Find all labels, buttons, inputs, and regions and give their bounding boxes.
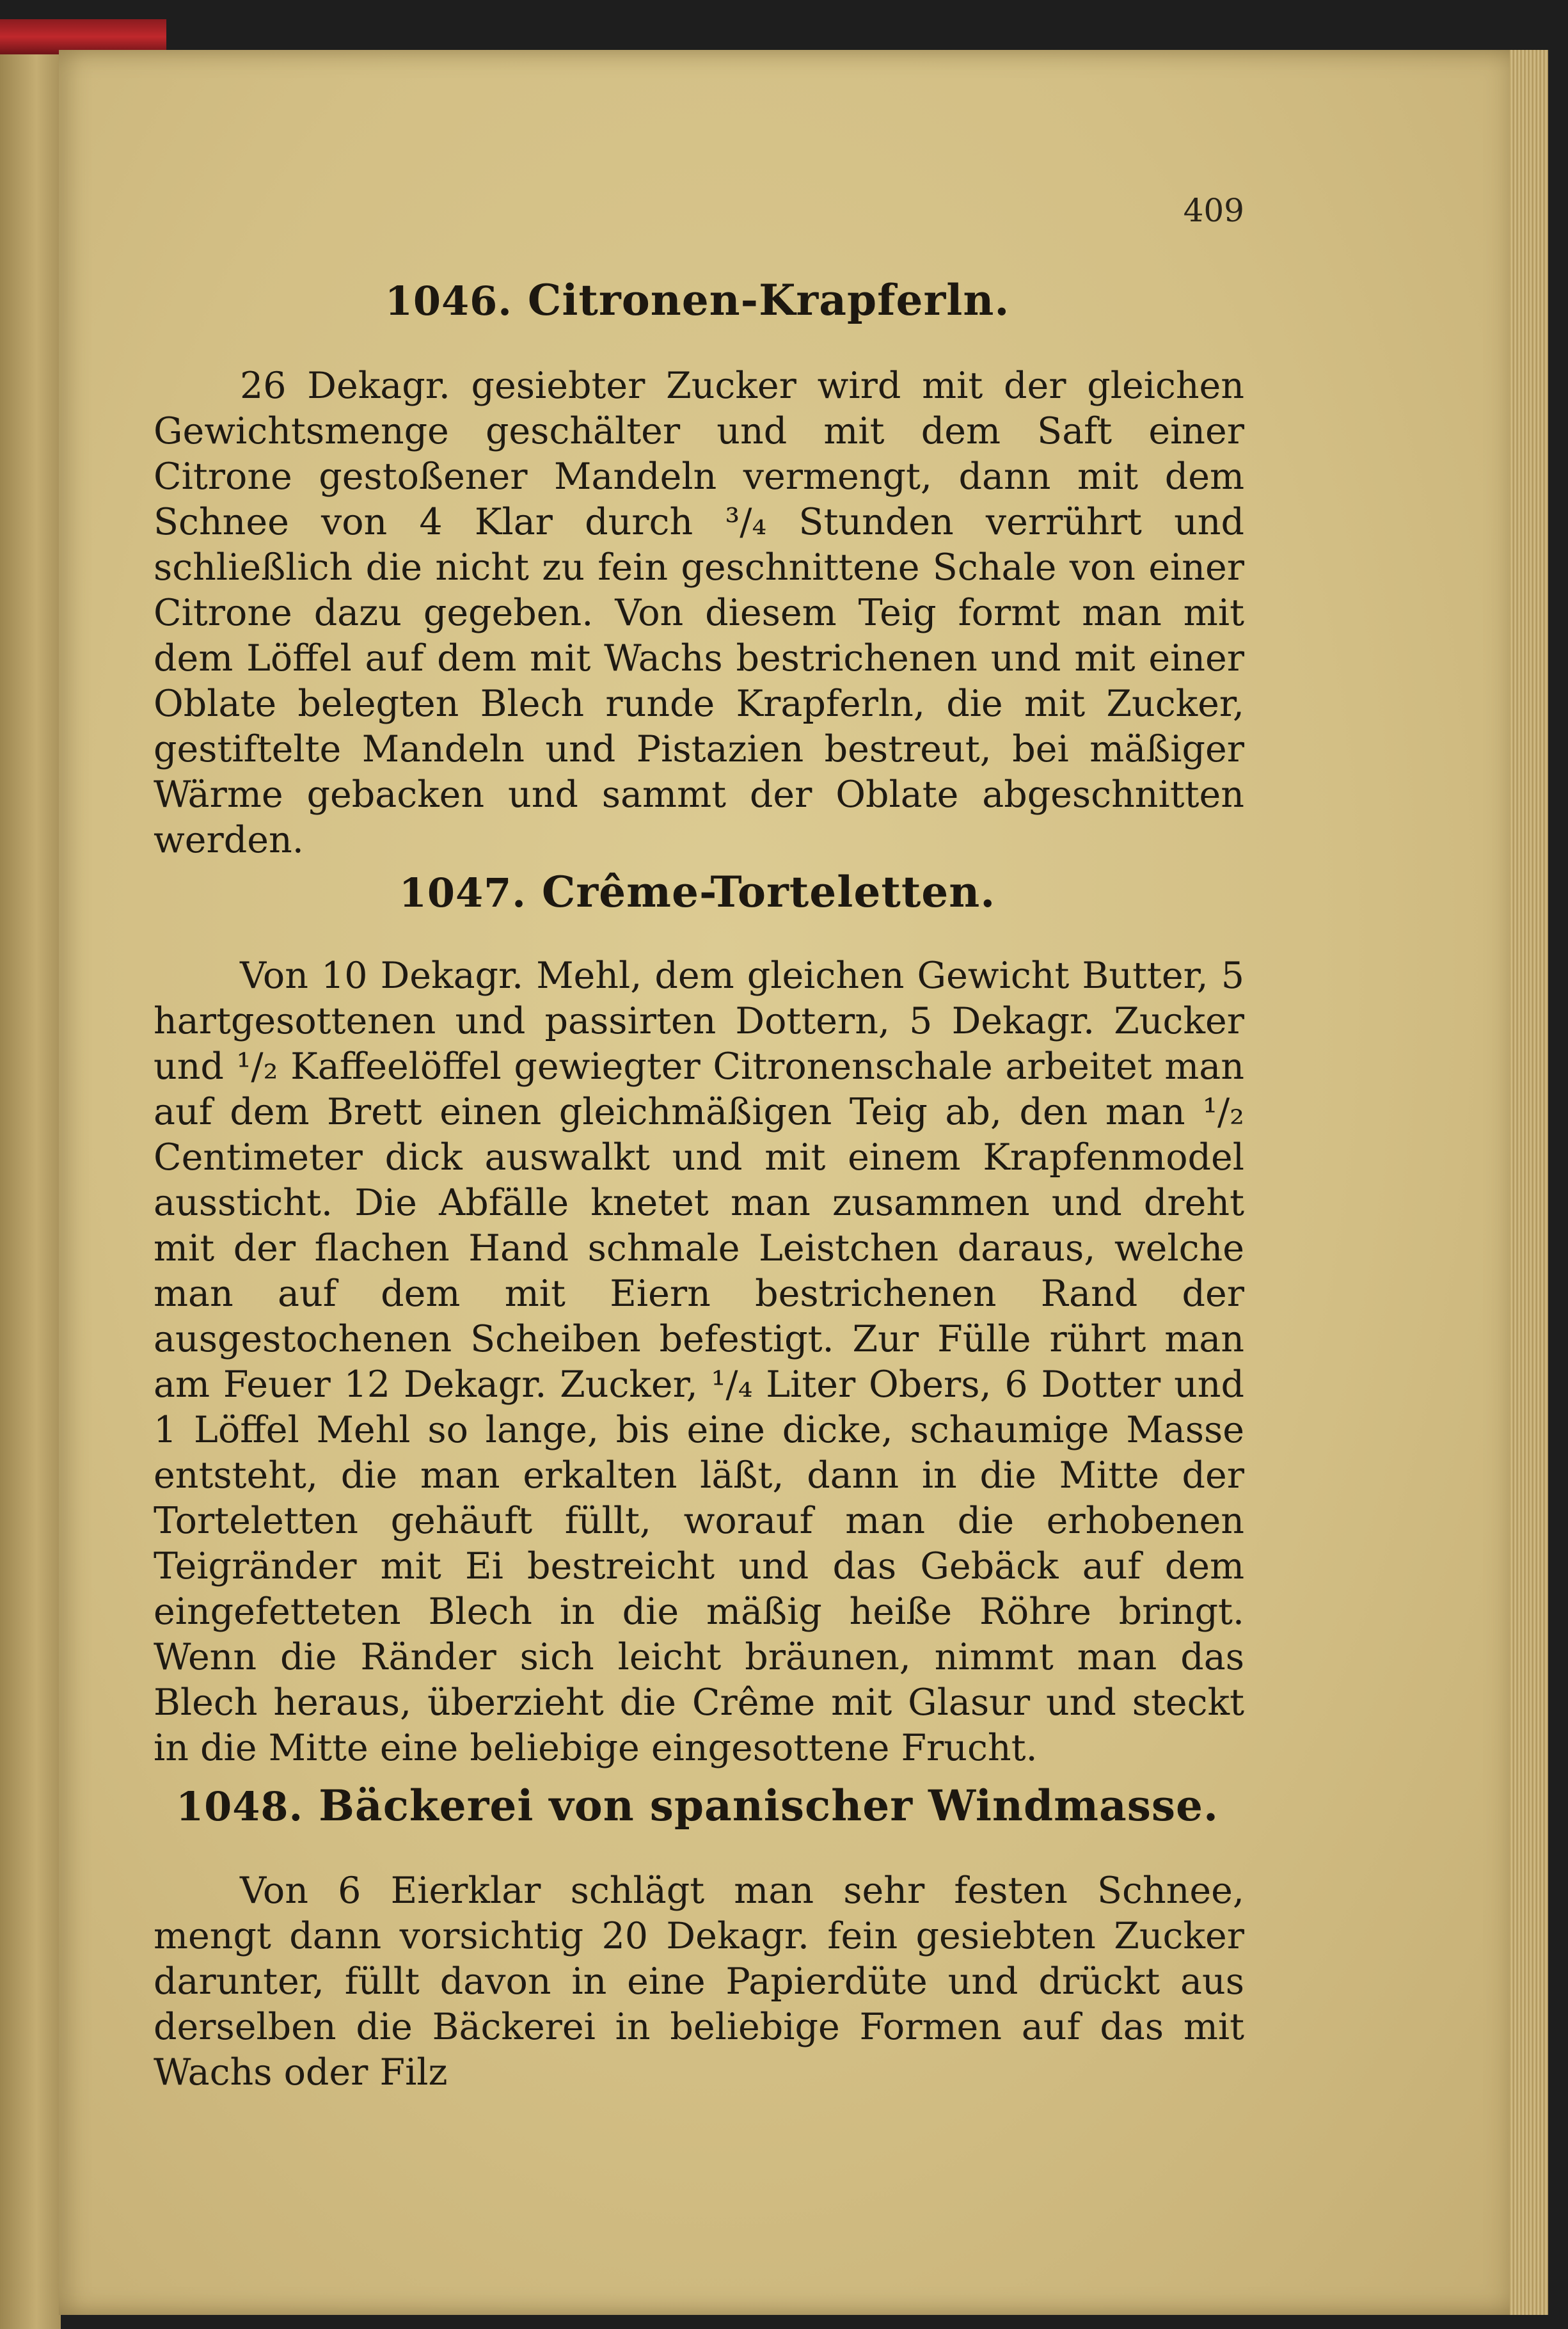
recipe-text-1046: 26 Dekagr. gesiebter Zucker wird mit der gleichen Gewichtsmenge geschälter und mit dem Saft einer Citrone gestoßener Mandeln vermengt, dann mit dem Schnee von 4 Klar durch ³/₄ Stunden verrührt und schließlich die nicht zu fein geschnittene Schale von einer Citrone dazu gegeben. Von diesem Teig formt man mit dem Löffel auf dem mit Wachs bestrichenen und mit einer Oblate belegten Blech runde Krapferln, die mit Zucker, gestiftelte Mandeln und Pistazien bestreut, bei mäßiger Wärme gebacken und sammt der Oblate abgeschnitten werden. (154, 365, 1244, 861)
recipe-title: Bäckerei von spanischer Windmasse. (319, 1781, 1219, 1831)
page-stack-edge (1510, 50, 1548, 2315)
page-number: 409 (1183, 192, 1244, 229)
recipe-title: Crême-Torteletten. (541, 867, 996, 917)
recipe-text-1047: Von 10 Dekagr. Mehl, dem gleichen Gewicht Butter, 5 hartgesottenen und passirten Dottern, 5 Dekagr. Zucker und ¹/₂ Kaffeelöffel gewiegter Citronenschale arbeitet man auf dem Brett einen gleichmäßigen Teig ab, den man ¹/₂ Centimeter dick auswalkt und mit einem Krapfenmodel aussticht. Die Abfälle knetet man zusammen und dreht mit der flachen Hand schmale Leistchen daraus, welche man auf dem mit Eiern bestrichenen Rand der ausgestochenen Scheiben befestigt. Zur Fülle rührt man am Feuer 12 Dekagr. Zucker, ¹/₄ Liter Obers, 6 Dotter und 1 Löffel Mehl so lange, bis eine dicke, schaumige Masse entsteht, die man erkalten läßt, dann in die Mitte der Torteletten gehäuft füllt, worauf man die erhobenen Teigränder mit Ei bestreicht und das Gebäck auf dem eingefetteten Blech in die mäßig heiße Röhre bringt. Wenn die Ränder sich leicht bräunen, nimmt man das Blech heraus, überzieht die Crême mit Glasur und steckt in die Mitte eine beliebige eingesottene Frucht. (154, 955, 1244, 1769)
recipe-number: 1047. (399, 870, 527, 916)
recipe-number: 1048. (176, 1783, 304, 1830)
recipe-number: 1046. (384, 278, 512, 324)
recipe-heading-1048 (154, 1781, 1241, 1831)
facing-page-edge (0, 35, 61, 2329)
recipe-heading-1046 (154, 275, 1241, 325)
recipe-heading-1047 (154, 867, 1241, 917)
recipe-text-1048: Von 6 Eierklar schlägt man sehr festen Schnee, mengt dann vorsichtig 20 Dekagr. fein gesiebten Zucker darunter, füllt davon in eine Papierdüte und drückt aus derselben die Bäckerei in beliebige Formen auf das mit Wachs oder Filz (154, 1870, 1244, 2094)
bookmark-ribbon (0, 19, 166, 54)
recipe-title: Citronen-Krapferln. (527, 275, 1010, 325)
